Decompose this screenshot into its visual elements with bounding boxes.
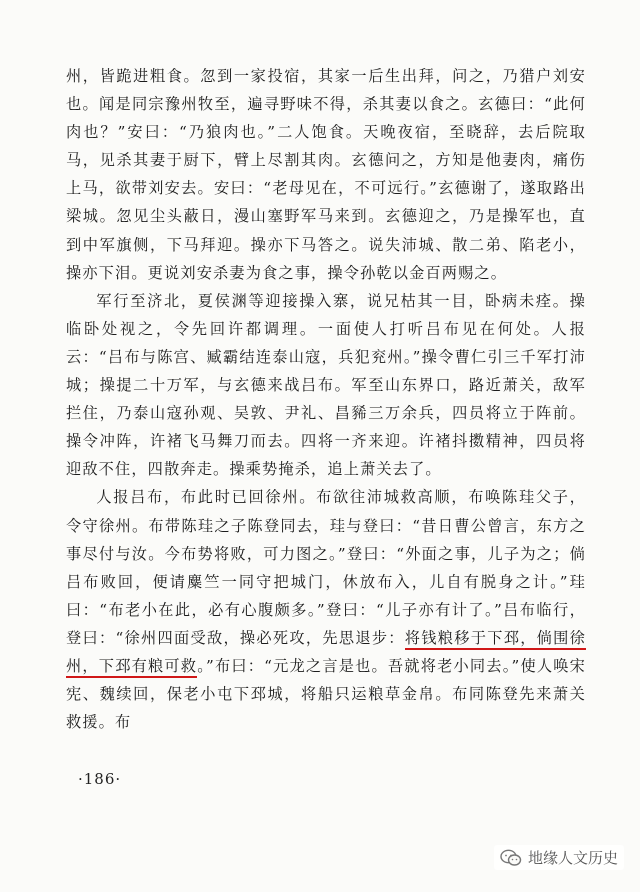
red-underlined-passage: 将钱粮移于下邳，倘围徐州，下邳有粮可救 <box>66 629 586 678</box>
wechat-icon <box>500 849 522 867</box>
watermark <box>494 845 624 870</box>
watermark-text: 地缘人文历史 <box>527 849 618 867</box>
paragraph-3-text-after: 。”布曰：“元龙之言是也。吾就将老小同去。”使人唤宋宪、魏续回，保老小屯下邳城，将船只运粮草金帛。布同陈登先来萧关救援。布 <box>66 656 586 732</box>
paragraph-2: 军行至济北，夏侯渊等迎接操入寨，说兄枯其一目，卧病未痊。操临卧处视之，令先回许都调理。一面使人打听吕布见在何处。人报云：“吕布与陈宫、臧霸结连泰山寇，兵犯兖州。”操令曹仁引三千军打沛城；操提二十万军，与玄德来战吕布。军至山东界口，路近萧关，敌军拦住，乃泰山寇孙观、吴敦、尹礼、昌豨三万余兵，四员将立于阵前。操令冲阵，许褚飞马舞刀而去。四将一齐来迎。许褚抖擞精神，四员将迎敌不住，四散奔走。操乘势掩杀，追上萧关去了。 <box>66 291 586 479</box>
paragraph-3 <box>66 483 586 736</box>
paragraph-1: 州，皆跪进粗食。忽到一家投宿，其家一后生出拜，问之，乃猎户刘安也。闻是同宗豫州牧至，遍寻野味不得，杀其妻以食之。玄德曰：“此何肉也？”安曰：“乃狼肉也。”二人饱食。天晚夜宿，至晓辞，去后院取马，见杀其妻于厨下，臂上尽割其肉。玄德问之，方知是他妻肉，痛伤上马，欲带刘安去。安曰：“老母见在，不可远行。”玄德谢了，遂取路出梁城。忽见尘头蔽日，漫山塞野军马来到。玄德迎之，乃是操军也，直到中军旗侧，下马拜迎。操亦下马答之。说失沛城、散二弟、陷老小，操亦下泪。更说刘安杀妻为食之事，操令孙乾以金百两赐之。 <box>66 67 586 282</box>
body-text <box>66 62 586 736</box>
paragraph-3-text-before: 人报吕布，布此时已回徐州。布欲往沛城救高顺，布唤陈珪父子，令守徐州。布带陈珪之子陈登同去，珪与登曰：“昔日曹公曾言，东方之事尽付与汝。今布势将败，可力图之。”登曰：“外面之事，儿子为之；倘吕布败回，便请麋竺一同守把城门，休放布入，儿自有脱身之计。”珪曰：“布老小在此，必有心腹颇多。”登曰：“儿子亦有计了。”吕布临行，登曰：“徐州四面受敌，操必死攻，先思退步： <box>66 488 586 647</box>
page-number: ·186· <box>78 770 122 788</box>
